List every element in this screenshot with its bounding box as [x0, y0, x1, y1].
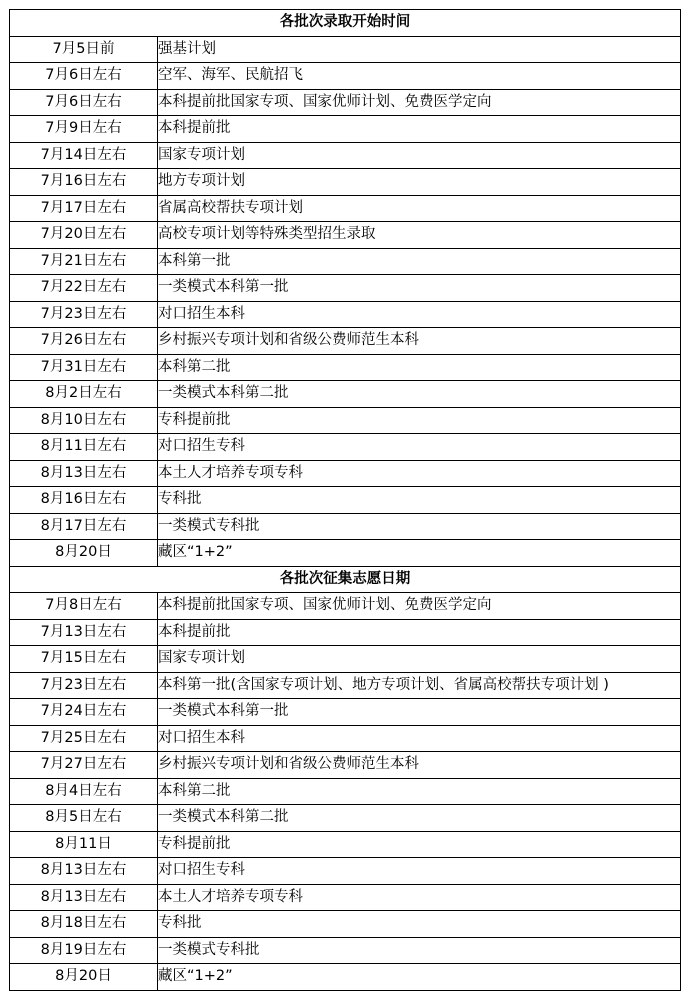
table-row — [10, 699, 681, 726]
batch-cell: 本科第二批 — [158, 778, 681, 805]
batch-cell: 对口招生专科 — [158, 858, 681, 885]
table-row — [10, 619, 681, 646]
table-row — [10, 487, 681, 514]
date-cell: 8月13日左右 — [10, 460, 158, 487]
batch-cell: 对口招生专科 — [158, 434, 681, 461]
date-cell: 7月6日左右 — [10, 89, 158, 116]
table-row — [10, 805, 681, 832]
table-row — [10, 169, 681, 196]
date-cell: 7月26日左右 — [10, 328, 158, 355]
section-header-row — [10, 10, 681, 37]
date-cell: 8月5日左右 — [10, 805, 158, 832]
batch-cell: 强基计划 — [158, 36, 681, 63]
date-cell: 7月24日左右 — [10, 699, 158, 726]
batch-cell: 国家专项计划 — [158, 142, 681, 169]
date-cell: 7月23日左右 — [10, 301, 158, 328]
date-cell: 7月16日左右 — [10, 169, 158, 196]
batch-cell: 乡村振兴专项计划和省级公费师范生本科 — [158, 328, 681, 355]
date-cell: 7月25日左右 — [10, 725, 158, 752]
batch-cell: 对口招生本科 — [158, 301, 681, 328]
date-cell: 7月22日左右 — [10, 275, 158, 302]
schedule-table-body — [10, 10, 681, 991]
batch-cell: 本土人才培养专项专科 — [158, 460, 681, 487]
batch-cell: 藏区“1+2” — [158, 964, 681, 991]
date-cell: 7月31日左右 — [10, 354, 158, 381]
batch-cell: 专科提前批 — [158, 831, 681, 858]
batch-cell: 地方专项计划 — [158, 169, 681, 196]
date-cell: 7月15日左右 — [10, 646, 158, 673]
date-cell: 8月4日左右 — [10, 778, 158, 805]
section-header-row — [10, 566, 681, 593]
batch-cell: 本科提前批 — [158, 116, 681, 143]
batch-cell: 一类模式专科批 — [158, 937, 681, 964]
date-cell: 8月10日左右 — [10, 407, 158, 434]
batch-cell: 藏区“1+2” — [158, 540, 681, 567]
table-row — [10, 63, 681, 90]
batch-cell: 一类模式专科批 — [158, 513, 681, 540]
table-row — [10, 513, 681, 540]
batch-cell: 专科提前批 — [158, 407, 681, 434]
date-cell: 8月13日左右 — [10, 858, 158, 885]
table-row — [10, 831, 681, 858]
date-cell: 8月18日左右 — [10, 911, 158, 938]
table-row — [10, 142, 681, 169]
table-row — [10, 858, 681, 885]
batch-cell: 一类模式本科第二批 — [158, 381, 681, 408]
batch-cell: 省属高校帮扶专项计划 — [158, 195, 681, 222]
table-row — [10, 434, 681, 461]
date-cell: 7月23日左右 — [10, 672, 158, 699]
date-cell: 7月6日左右 — [10, 63, 158, 90]
table-row — [10, 884, 681, 911]
batch-cell: 本科提前批国家专项、国家优师计划、免费医学定向 — [158, 593, 681, 620]
table-row — [10, 407, 681, 434]
table-row — [10, 725, 681, 752]
date-cell: 8月19日左右 — [10, 937, 158, 964]
batch-cell: 一类模式本科第二批 — [158, 805, 681, 832]
table-row — [10, 36, 681, 63]
table-row — [10, 116, 681, 143]
section-title: 各批次录取开始时间 — [10, 10, 681, 37]
table-row — [10, 381, 681, 408]
table-row — [10, 301, 681, 328]
date-cell: 7月17日左右 — [10, 195, 158, 222]
date-cell: 7月5日前 — [10, 36, 158, 63]
date-cell: 8月20日 — [10, 964, 158, 991]
table-row — [10, 354, 681, 381]
batch-cell: 空军、海军、民航招飞 — [158, 63, 681, 90]
batch-cell: 本科第一批(含国家专项计划、地方专项计划、省属高校帮扶专项计划 ) — [158, 672, 681, 699]
schedule-table — [9, 9, 681, 991]
table-row — [10, 222, 681, 249]
schedule-sheet — [9, 9, 680, 991]
date-cell: 7月13日左右 — [10, 619, 158, 646]
table-row — [10, 911, 681, 938]
batch-cell: 一类模式本科第一批 — [158, 275, 681, 302]
batch-cell: 本科提前批 — [158, 619, 681, 646]
batch-cell: 专科批 — [158, 487, 681, 514]
table-row — [10, 937, 681, 964]
date-cell: 8月16日左右 — [10, 487, 158, 514]
date-cell: 8月2日左右 — [10, 381, 158, 408]
table-row — [10, 540, 681, 567]
table-row — [10, 89, 681, 116]
batch-cell: 本科提前批国家专项、国家优师计划、免费医学定向 — [158, 89, 681, 116]
table-row — [10, 460, 681, 487]
date-cell: 8月13日左右 — [10, 884, 158, 911]
batch-cell: 一类模式本科第一批 — [158, 699, 681, 726]
date-cell: 8月20日 — [10, 540, 158, 567]
date-cell: 7月9日左右 — [10, 116, 158, 143]
batch-cell: 专科批 — [158, 911, 681, 938]
date-cell: 8月11日左右 — [10, 434, 158, 461]
batch-cell: 高校专项计划等特殊类型招生录取 — [158, 222, 681, 249]
batch-cell: 对口招生本科 — [158, 725, 681, 752]
batch-cell: 国家专项计划 — [158, 646, 681, 673]
table-row — [10, 195, 681, 222]
date-cell: 8月11日 — [10, 831, 158, 858]
date-cell: 7月20日左右 — [10, 222, 158, 249]
date-cell: 7月8日左右 — [10, 593, 158, 620]
batch-cell: 本科第一批 — [158, 248, 681, 275]
date-cell: 7月27日左右 — [10, 752, 158, 779]
section-title: 各批次征集志愿日期 — [10, 566, 681, 593]
date-cell: 8月17日左右 — [10, 513, 158, 540]
table-row — [10, 646, 681, 673]
batch-cell: 本土人才培养专项专科 — [158, 884, 681, 911]
table-row — [10, 593, 681, 620]
table-row — [10, 248, 681, 275]
table-row — [10, 964, 681, 991]
table-row — [10, 328, 681, 355]
batch-cell: 乡村振兴专项计划和省级公费师范生本科 — [158, 752, 681, 779]
table-row — [10, 778, 681, 805]
batch-cell: 本科第二批 — [158, 354, 681, 381]
table-row — [10, 275, 681, 302]
table-row — [10, 672, 681, 699]
table-row — [10, 752, 681, 779]
date-cell: 7月14日左右 — [10, 142, 158, 169]
date-cell: 7月21日左右 — [10, 248, 158, 275]
